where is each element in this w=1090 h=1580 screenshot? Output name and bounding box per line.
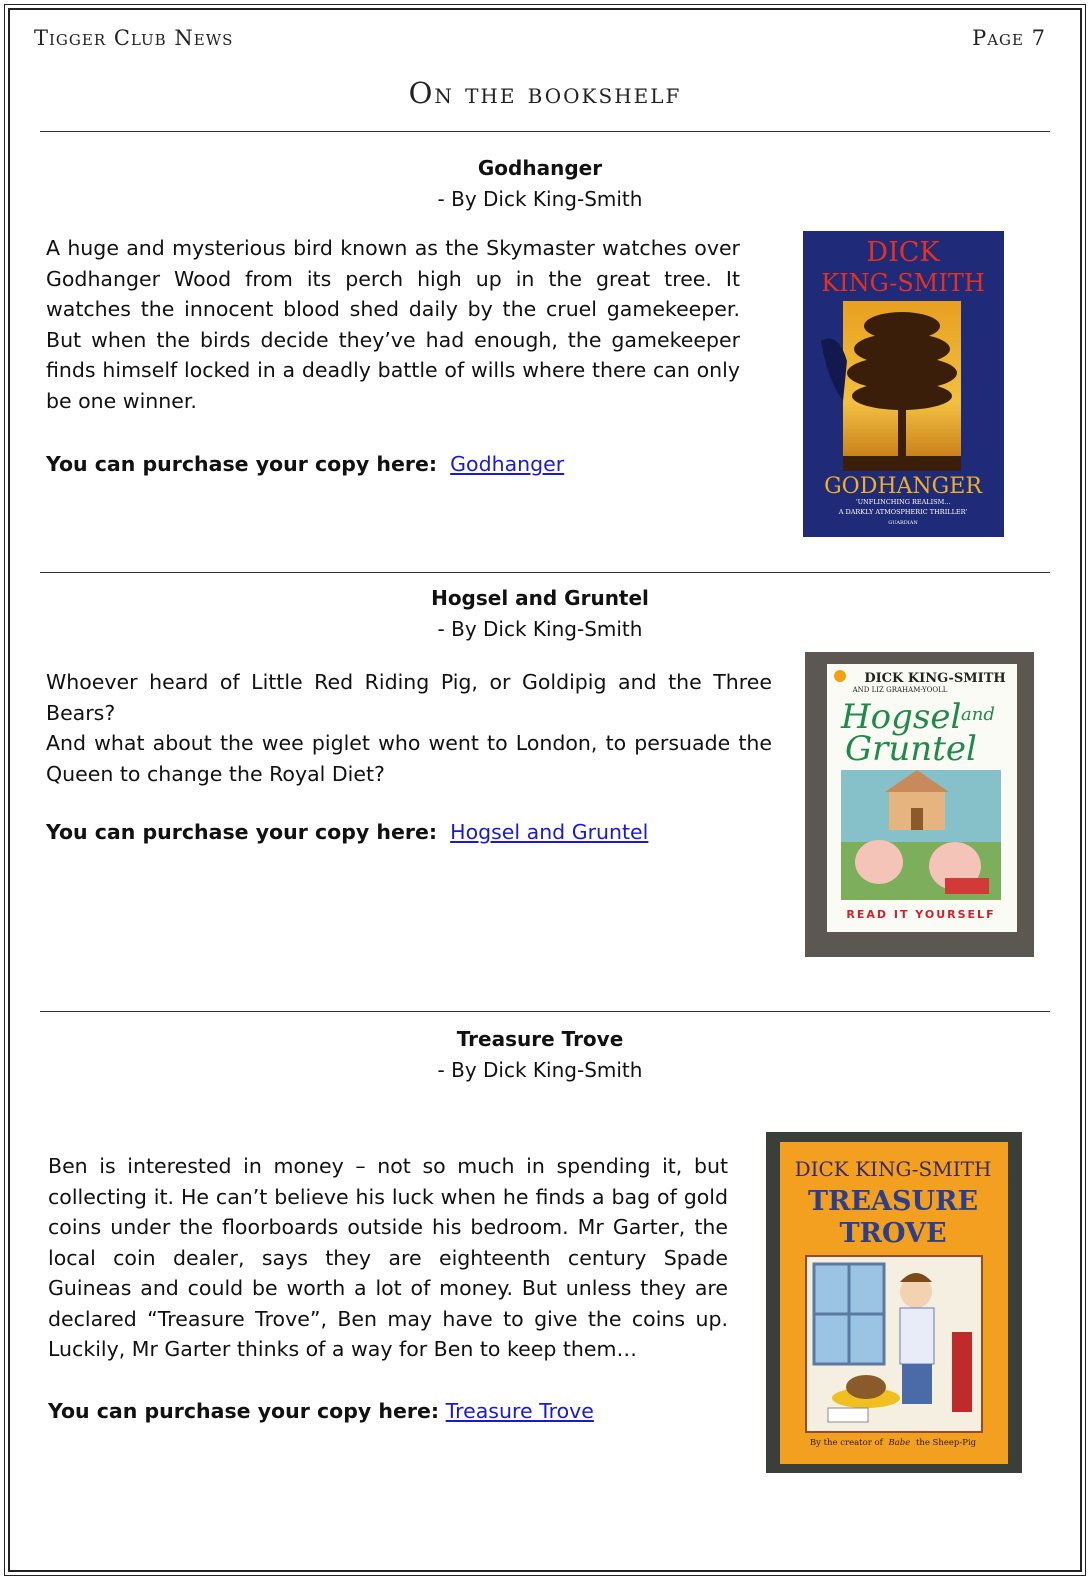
svg-text:GUARDIAN: GUARDIAN <box>888 520 918 526</box>
book-author: - By Dick King-Smith <box>437 617 643 641</box>
book-title: Godhanger <box>477 156 603 180</box>
svg-text:TROVE: TROVE <box>839 1218 947 1249</box>
svg-text:Hogsel: Hogsel <box>841 697 962 737</box>
svg-text:By the creator of Babe: By the creator of Babe the Sheep-Pig <box>809 1438 977 1448</box>
svg-text:A DARKLY ATMOSPHERIC THRILLER’: A DARKLY ATMOSPHERIC THRILLER’ <box>838 508 968 516</box>
section-title: On the bookshelf <box>408 76 682 110</box>
purchase-label: You can purchase your copy here: <box>46 820 438 844</box>
godhanger-cover-image <box>803 231 1004 537</box>
book-author: - By Dick King-Smith <box>437 187 643 211</box>
treasure-trove-cover-image <box>766 1132 1022 1473</box>
svg-text:KING-SMITH: KING-SMITH <box>821 269 985 297</box>
purchase-line <box>46 452 564 476</box>
godhanger-link[interactable]: Godhanger <box>450 452 565 476</box>
book-description: A huge and mysterious bird known as the Skymaster watches over Godhanger Wood from its perch high up in the great tree. It watches the innocent blood shed daily by the cruel gamekeeper. But when the birds decide they’ve had enough, the gamekeeper finds himself locked in a deadly battle of wills where there can only be one winner. <box>46 236 740 413</box>
svg-text:DICK KING-SMITH: DICK KING-SMITH <box>794 1157 992 1181</box>
hogsel-and-gruntel-link[interactable]: Hogsel and Gruntel <box>450 820 649 844</box>
svg-text:AND LIZ GRAHAM-YOOLL: AND LIZ GRAHAM-YOOLL <box>852 686 948 694</box>
book-title: Hogsel and Gruntel <box>431 586 649 610</box>
book-author: - By Dick King-Smith <box>437 1058 643 1082</box>
svg-text:GODHANGER: GODHANGER <box>824 474 982 499</box>
book-description: Ben is interested in money – not so much in spending it, but collecting it. He can’t believe his luck when he finds a bag of gold coins under the floorboards outside his bedroom. Mr Garter, the local coin dealer, says they are eighteenth century Spade Guineas and could be worth a lot of money. But unless they are declared “Treasure Trove”, Ben may have to give the coins up. Luckily, Mr Garter thinks of a way for Ben to keep them… <box>48 1154 728 1361</box>
svg-text:‘UNFLINCHING REALISM...: ‘UNFLINCHING REALISM... <box>855 498 951 506</box>
svg-text:and: and <box>961 704 995 725</box>
svg-text:READ IT YOURSELF: READ IT YOURSELF <box>846 908 996 921</box>
book-description: Whoever heard of Little Red Riding Pig, or Goldipig and the Three Bears? And what about the wee piglet who went to London, to persuade the Queen to change the Royal Diet? <box>46 670 772 786</box>
svg-text:DICK KING-SMITH: DICK KING-SMITH <box>864 671 1006 686</box>
purchase-line <box>46 820 648 844</box>
book-title: Treasure Trove <box>456 1027 624 1051</box>
divider <box>40 572 1050 573</box>
publication-name: Tigger Club News <box>34 26 234 50</box>
page-number: Page 7 <box>972 26 1046 50</box>
svg-text:TREASURE: TREASURE <box>807 1186 979 1217</box>
purchase-line <box>48 1399 594 1423</box>
svg-text:DICK: DICK <box>866 237 940 268</box>
divider <box>40 131 1050 132</box>
divider <box>40 1011 1050 1012</box>
svg-text:Gruntel: Gruntel <box>845 729 977 769</box>
purchase-label: You can purchase your copy here: <box>46 452 438 476</box>
treasure-trove-link[interactable]: Treasure Trove <box>445 1399 594 1423</box>
hogsel-and-gruntel-cover-image <box>805 652 1034 957</box>
purchase-label: You can purchase your copy here: <box>48 1399 440 1423</box>
